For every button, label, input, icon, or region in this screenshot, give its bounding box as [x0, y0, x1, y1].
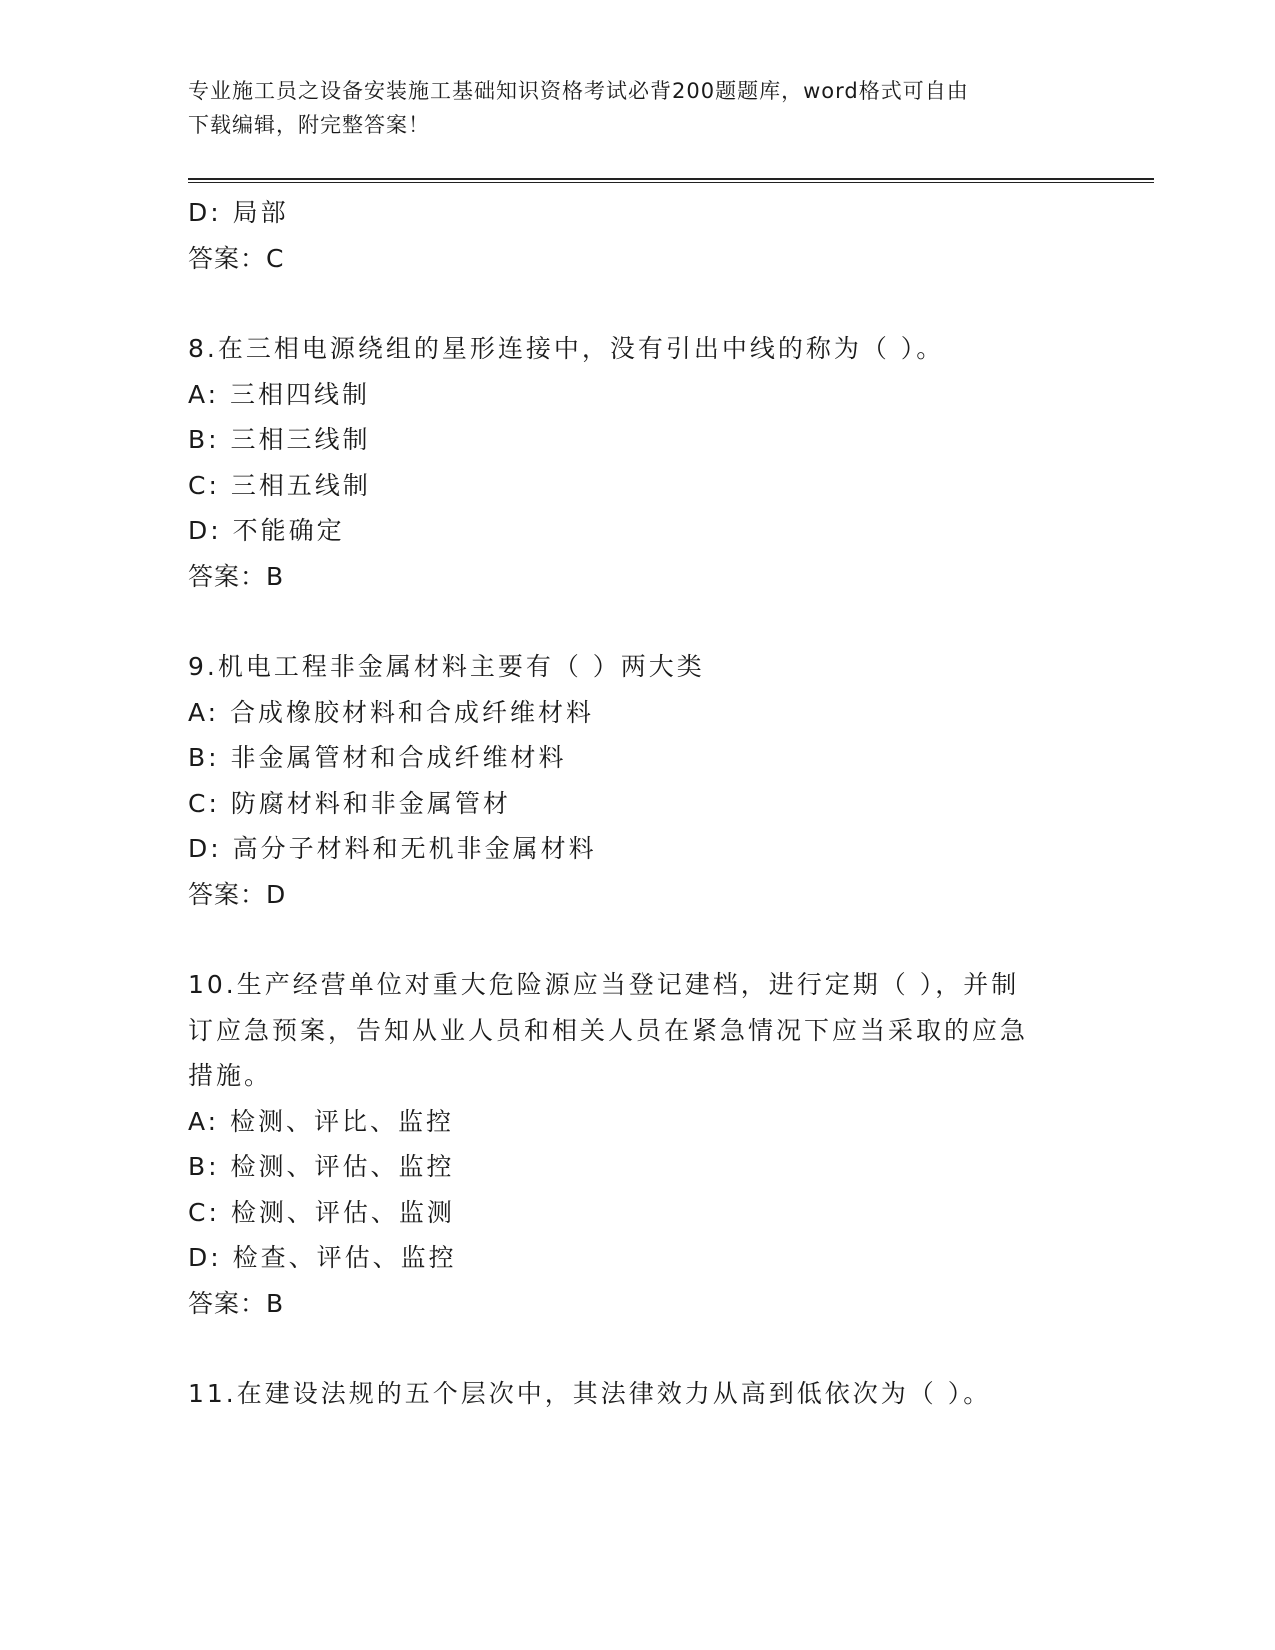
q8-option-c: C: 三相五线制 — [188, 470, 371, 500]
q10-question-line-3: 措施。 — [188, 1061, 273, 1090]
header-line-2: 下载编辑，附完整答案！ — [188, 113, 430, 137]
q9-option-a: A: 合成橡胶材料和合成纤维材料 — [188, 697, 595, 727]
q10-question-line-1: 10.生产经营单位对重大危险源应当登记建档，进行定期（ ），并制 — [188, 970, 1020, 999]
q9-option-b: B: 非金属管材和合成纤维材料 — [188, 743, 567, 772]
spacer — [188, 1326, 1088, 1371]
q9-option-d: D: 高分子材料和无机非金属材料 — [188, 834, 597, 863]
q8-option-b: B: 三相三线制 — [188, 425, 371, 454]
q10-option-d: D: 检查、评估、监控 — [188, 1243, 457, 1272]
q10-question-line-2: 订应急预案，告知从业人员和相关人员在紧急情况下应当采取的应急 — [188, 1015, 1029, 1045]
header-divider — [188, 178, 1154, 183]
q8-option-a: A: 三相四线制 — [188, 379, 371, 409]
spacer — [188, 917, 1088, 962]
q11-question: 11.在建设法规的五个层次中，其法律效力从高到低依次为（ ）。 — [188, 1379, 992, 1408]
q10-option-c: C: 检测、评估、监测 — [188, 1197, 455, 1227]
header-line-1: 专业施工员之设备安装施工基础知识资格考试必背200题题库，word格式可自由 — [188, 79, 969, 103]
document-header — [188, 74, 1068, 142]
question-content — [188, 190, 1088, 1417]
q9-answer: 答案：D — [188, 879, 287, 909]
q10-answer: 答案：B — [188, 1288, 285, 1318]
spacer — [188, 599, 1088, 644]
prev-answer: 答案：C — [188, 243, 285, 273]
q9-option-c: C: 防腐材料和非金属管材 — [188, 788, 511, 818]
q8-option-d: D: 不能确定 — [188, 516, 345, 545]
prev-option-d: D: 局部 — [188, 198, 289, 227]
spacer — [188, 281, 1088, 326]
q8-answer: 答案：B — [188, 561, 285, 591]
q10-option-b: B: 检测、评估、监控 — [188, 1152, 455, 1181]
q8-question: 8.在三相电源绕组的星形连接中，没有引出中线的称为（ ）。 — [188, 334, 945, 363]
q10-option-a: A: 检测、评比、监控 — [188, 1106, 455, 1136]
q9-question: 9.机电工程非金属材料主要有（ ）两大类 — [188, 652, 705, 681]
